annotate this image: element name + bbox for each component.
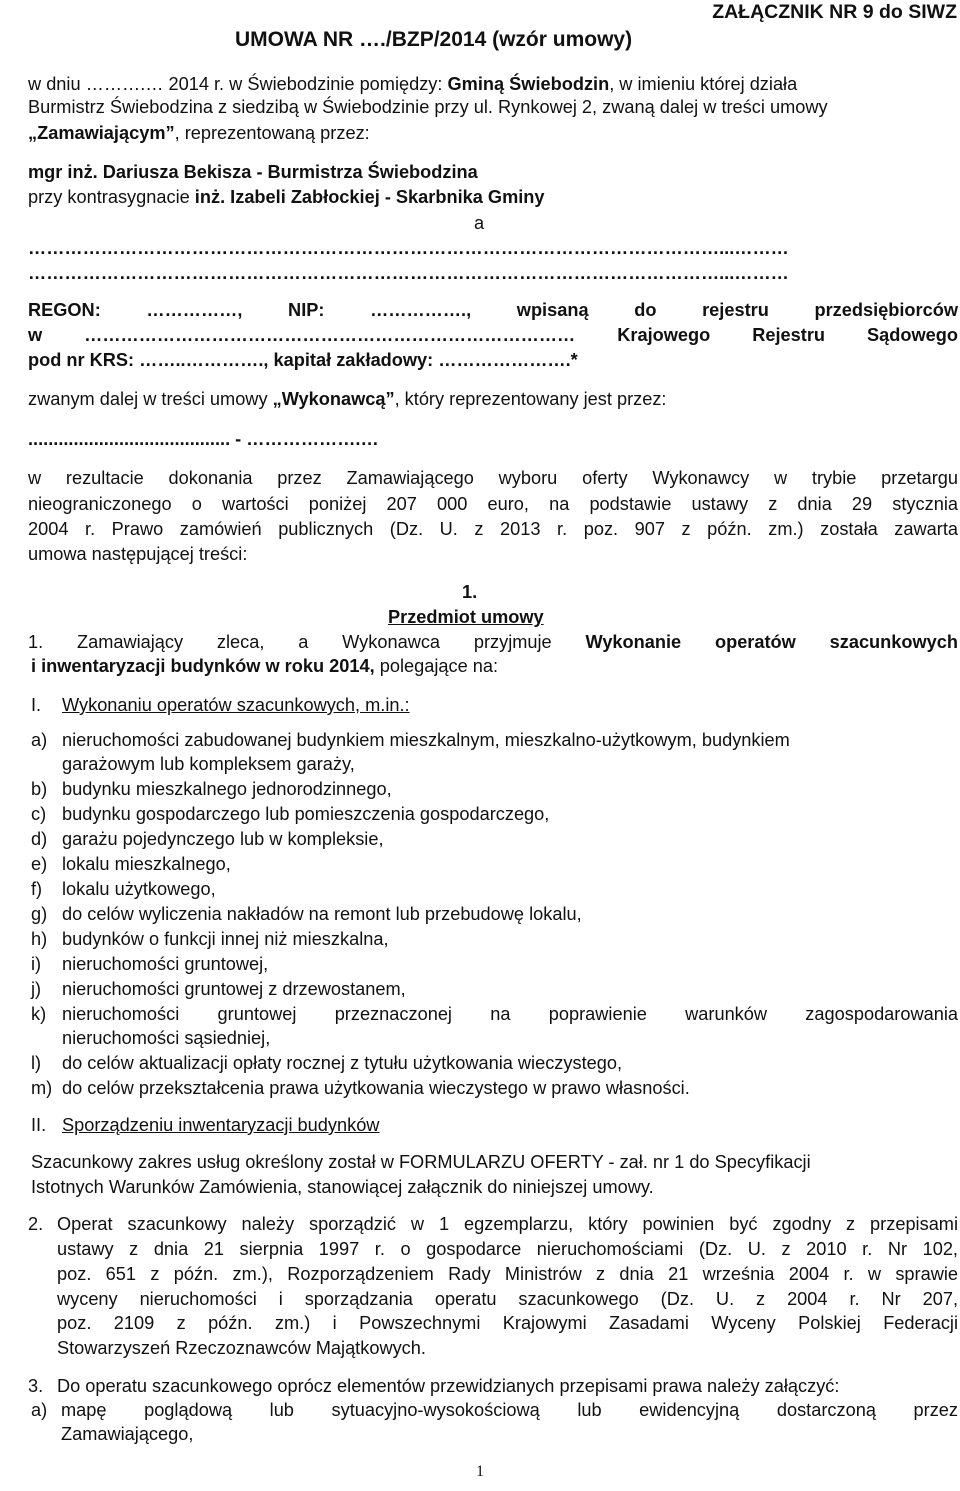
section-title: Przedmiot umowy (388, 607, 544, 627)
contract-title: UMOWA NR …./BZP/2014 (wzór umowy) (235, 28, 633, 51)
representative-line: mgr inż. Dariusza Bekisza - Burmistrza Świebodzina (28, 162, 478, 182)
representative-placeholder: ........................................ - ……………….… (28, 429, 379, 449)
p2-line-2: ustawy z dnia 21 sierpnia 1997 r. o gospodarce nieruchomościami (Dz. U. z 2010 r. Nr 102, (57, 1239, 958, 1259)
list-item: k) nieruchomości gruntowej przeznaczonej na poprawienie warunków zagospodarowania (31, 1004, 958, 1024)
p2-line-3: poz. 651 z późn. zm.), Rozporządzeniem Rady Ministrów z dnia 21 września 2004 r. w sprawie (57, 1264, 958, 1284)
list-item-continuation: nieruchomości sąsiedniej, (62, 1028, 271, 1048)
scope-line-1: Szacunkowy zakres usług określony został w FORMULARZU OFERTY - zał. nr 1 do Specyfikacji (31, 1152, 811, 1172)
krs-register-line: w ……………………………………………………………………… Krajowego Rejestru Sądowego (28, 325, 958, 345)
contractor-placeholder-1: ……………………………………………………………………………………………………...……… (28, 238, 789, 258)
list-item: a) nieruchomości zabudowanej budynkiem mieszkalnym, mieszkalno-użytkowym, budynkiem (31, 730, 790, 750)
contractor-placeholder-2: ……………………………………………………………………………………………………...……… (28, 263, 789, 283)
result-line-2: nieograniczonego o wartości poniżej 207 000 euro, na podstawie ustawy z dnia 29 stycznia (28, 494, 958, 514)
list-item: d) garażu pojedynczego lub w kompleksie, (31, 829, 384, 849)
p3-line-1: Do operatu szacunkowego oprócz elementów przewidzianych przepisami prawa należy załączyć: (57, 1376, 840, 1396)
p3-number: 3. (28, 1376, 44, 1396)
regon-line: REGON: ……………, NIP: ……………., wpisaną do rejestru przedsiębiorców (28, 300, 958, 320)
krs-capital-line: pod nr KRS: ……..…………., kapitał zakładowy: ………………….* (28, 350, 578, 370)
result-line-1: w rezultacie dokonania przez Zamawiającego wyboru oferty Wykonawcy w trybie przetargu (28, 468, 958, 488)
p2-line-1: Operat szacunkowy należy sporządzić w 1 egzemplarzu, który powinien być zgodny z przepisami (57, 1214, 958, 1234)
p2-line-6: Stowarzyszeń Rzeczoznawców Majątkowych. (57, 1338, 426, 1358)
p1-line-1: 1. Zamawiający zleca, a Wykonawca przyjmuje Wykonanie operatów szacunkowych (28, 632, 958, 652)
scope-line-2: Istotnych Warunków Zamówienia, stanowiącej załącznik do niniejszej umowy. (31, 1177, 654, 1197)
list-item: j) nieruchomości gruntowej z drzewostanem, (31, 979, 406, 999)
list-item: l) do celów aktualizacji opłaty rocznej z tytułu użytkowania wieczystego, (31, 1053, 623, 1073)
and-word: a (474, 213, 485, 233)
p3-item-a-continuation: Zamawiającego, (61, 1424, 194, 1444)
contractor-def-line: zwanym dalej w treści umowy „Wykonawcą”, który reprezentowany jest przez: (28, 389, 667, 409)
countersign-line: przy kontrasygnacie inż. Izabeli Zabłockiej - Skarbnika Gminy (28, 187, 545, 207)
attachment-label: ZAŁĄCZNIK NR 9 do SIWZ (712, 1, 957, 23)
p2-line-4: wyceny nieruchomości i sporządzania operatu szacunkowego (Dz. U. z 2004 r. Nr 207, (57, 1289, 958, 1309)
list-item: e) lokalu mieszkalnego, (31, 854, 231, 874)
intro-line-1: w dniu ……….… 2014 r. w Świebodzinie pomiędzy: Gminą Świebodzin, w imieniu której działa (28, 74, 798, 94)
p1-line-2: i inwentaryzacji budynków w roku 2014, polegające na: (31, 656, 499, 676)
list-item: h) budynków o funkcji innej niż mieszkalna, (31, 929, 389, 949)
list-item: c) budynku gospodarczego lub pomieszczenia gospodarczego, (31, 804, 550, 824)
list-item: b) budynku mieszkalnego jednorodzinnego, (31, 779, 392, 799)
p2-line-5: poz. 2109 z późn. zm.) i Powszechnymi Krajowymi Zasadami Wyceny Polskiej Federacji (57, 1313, 958, 1333)
p3-item-a: a) mapę poglądową lub sytuacyjno-wysokościową lub ewidencyjną dostarczoną przez (31, 1400, 958, 1420)
list-item: m) do celów przekształcenia prawa użytkowania wieczystego w prawo własności. (31, 1078, 690, 1098)
subsection-2: II. Sporządzeniu inwentaryzacji budynków (31, 1115, 380, 1135)
list-item: g) do celów wyliczenia nakładów na remont lub przebudowę lokalu, (31, 904, 582, 924)
section-number: 1. (462, 582, 478, 602)
intro-line-3: „Zamawiającym”, reprezentowaną przez: (28, 123, 370, 143)
result-line-3: 2004 r. Prawo zamówień publicznych (Dz. U. z 2013 r. poz. 907 z późn. zm.) została zawarta (28, 519, 958, 539)
list-item-continuation: garażowym lub kompleksem garaży, (62, 754, 355, 774)
list-item: f) lokalu użytkowego, (31, 879, 216, 899)
intro-line-2: Burmistrz Świebodzina z siedzibą w Świebodzinie przy ul. Rynkowej 2, zwaną dalej w treści umowy (28, 97, 828, 117)
p2-number: 2. (28, 1214, 44, 1234)
result-line-4: umowa następującej treści: (28, 544, 248, 564)
page-number: 1 (476, 1463, 484, 1480)
subsection-1: I. Wykonaniu operatów szacunkowych, m.in.: (31, 695, 410, 715)
list-item: i) nieruchomości gruntowej, (31, 954, 269, 974)
